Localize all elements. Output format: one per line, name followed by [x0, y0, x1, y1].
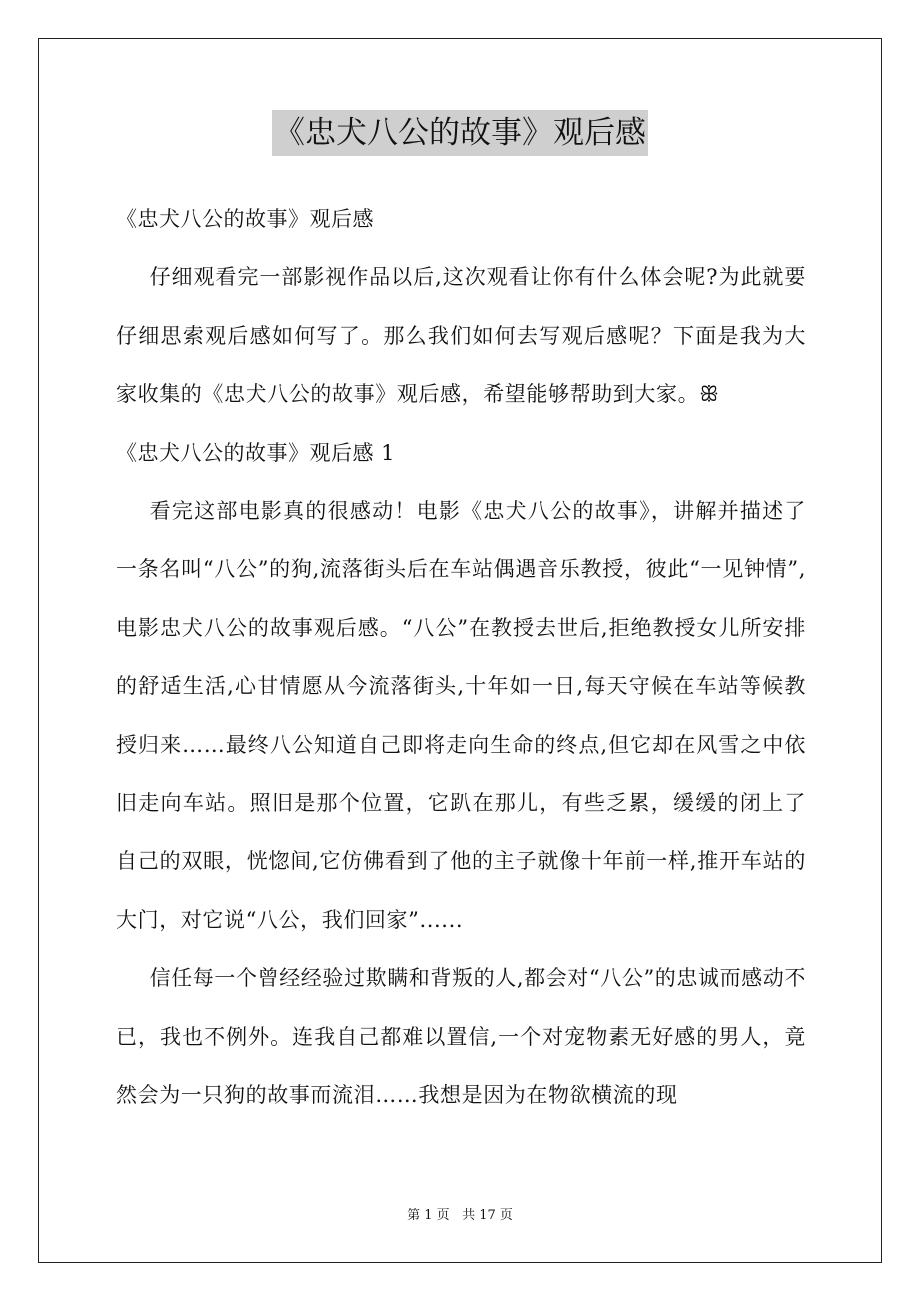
page-number: 第 1 页	[407, 1208, 450, 1223]
body-paragraph-1: 看完这部电影真的很感动！电影《忠犬八公的故事》，讲解并描述了一条名叫“八公”的狗,流落街头后在车站偶遇音乐教授，彼此“一见钟情”,电影忠犬八公的故事观后感。“八公”在教授去世后,拒绝教授女儿所安排的舒适生活,心甘情愿从今流落街头,十年如一日,每天守候在车站等候教授归来……最终八公知道自己即将走向生命的终点,但它却在风雪之中依旧走向车站。照旧是那个位置，它趴在那儿，有些乏累，缓缓的闭上了自己的双眼，恍惚间,它仿佛看到了他的主子就像十年前一样,推开车站的大门，对它说“八公，我们回家”......	[116, 499, 806, 932]
intro-paragraph: 仔细观看完一部影视作品以后,这次观看让你有什么体会呢?为此就要仔细思索观后感如何写了。那么我们如何去写观后感呢？下面是我为大家收集的《忠犬八公的故事》观后感，希望能够帮助到大家。ꕥ	[116, 265, 806, 407]
page-footer	[0, 1206, 920, 1226]
page-total: 共 17 页	[462, 1208, 513, 1223]
document-subtitle: 《忠犬八公的故事》观后感	[116, 207, 374, 231]
title-area	[0, 110, 920, 156]
section-heading: 《忠犬八公的故事》观后感 1	[116, 440, 396, 465]
document-title: 《忠犬八公的故事》观后感	[272, 110, 648, 156]
document-body	[116, 190, 806, 1125]
body-paragraph-2: 信任每一个曾经经验过欺瞒和背叛的人,都会对“八公”的忠诚而感动不已，我也不例外。连我自己都难以置信,一个对宠物素无好感的男人，竟然会为一只狗的故事而流泪……我想是因为在物欲横流的现	[116, 966, 806, 1108]
